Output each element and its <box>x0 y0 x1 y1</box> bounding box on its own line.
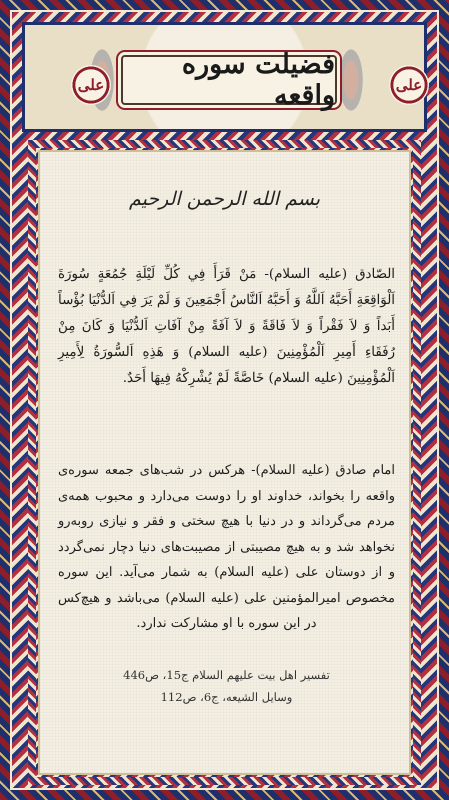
title-plaque <box>121 49 337 111</box>
floral-ornament-icon <box>336 41 366 119</box>
source-line-1: تفسیر اهل بیت علیهم السلام ج15، ص446 <box>123 668 330 682</box>
arabic-hadith: الصّادق (علیه السلام)- مَنْ قَرَأَ فِي كُلِّ لَيْلَةِ جُمُعَةٍ سُورَةَ اَلْوَاقِعَةِ أَحَبَّهُ اَللَّهُ وَ أَحَبَّهُ اَلنَّاسُ أَجْمَعِينَ وَ لَمْ يَرَ فِي اَلدُّنْيَا بُؤْساً أَبَداً وَ لاَ فَقْراً وَ لاَ فَاقَةً وَ لاَ آفَةً مِنْ آفَاتِ اَلدُّنْيَا وَ كَانَ مِنْ رُفَقَاءِ أَمِيرِ اَلْمُؤْمِنِينَ (علیه السلام) وَ هَذِهِ اَلسُّورَةُ لِأَمِيرِ اَلْمُؤْمِنِينَ (علیه السلام) خَاصَّةً لَمْ يُشْرِكْهُ فِيهَا أَحَدٌ. <box>58 267 395 386</box>
source-line-2: وسایل الشیعه، ج6، ص112 <box>160 690 293 704</box>
source-citation <box>70 664 383 708</box>
text-panel <box>38 150 411 775</box>
persian-translation: امام صادق (علیه السلام)- هرکس در شب‌های جمعه سوره‌ی واقعه را بخواند، خداوند او را دوست می‌دارد و محبوب همه‌ی مردم می‌گرداند و در دنیا با هیچ سختی و فقر و نیازی روبه‌رو نخواهد شد و به هیچ مصیبتی از مصیبت‌های دنیا دچار نمی‌گردد و از دوستان علی (علیه السلام) به شمار می‌آید. این سوره مخصوص امیرالمؤمنین علی (علیه السلام) می‌باشد و هیچ‌کس در این سوره با او مشارکت ندارد. <box>58 463 395 631</box>
ali-medallion-right: علی <box>389 65 429 105</box>
ali-medallion-left: علی <box>71 65 111 105</box>
basmala: بسم الله الرحمن الرحیم <box>129 188 320 210</box>
page-title: فضیلت سوره واقعه <box>181 49 335 111</box>
header-cartouche <box>22 22 427 132</box>
